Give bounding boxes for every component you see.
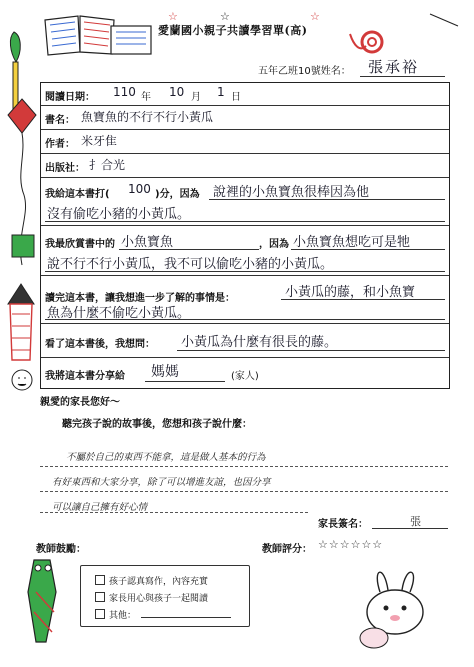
date-year: 110 [113,85,136,99]
parent-sign-underline [372,528,448,529]
score-reason-line1: 說裡的小魚寶魚很棒因為他 [213,185,370,200]
character-row [41,225,449,276]
rabbit-icon [350,562,440,654]
teacher-encourage-label: 教師鼓勵： [36,544,86,555]
character-mid: ，因為 [259,239,289,250]
learn-row [41,275,449,324]
book-value: 魚寶魚的不行不行小黃瓜 [81,110,214,124]
feedback-checkbox-effort[interactable] [95,575,105,585]
date-month: 10 [169,85,185,99]
character-reason-underline2 [45,271,445,272]
character-reason-line2: 說不行不行小黃瓜，我不可以偷吃小豬的小黃瓜。 [47,257,334,272]
book-row [41,105,449,130]
question-label: 看了這本書後，我想問： [45,339,155,350]
feedback-checkbox-other[interactable] [95,609,105,619]
kite-icon [6,95,40,275]
character-value: 小魚寶魚 [121,235,174,250]
name-underline [360,76,445,77]
share-row [41,357,449,387]
feedback-item-other [95,608,136,621]
feedback-item-parent [95,591,208,604]
score-reason-line2: 沒有偷吃小豬的小黃瓜。 [47,207,191,222]
student-name: 張承裕 [368,58,420,76]
teacher-feedback-box [80,565,250,627]
parent-comment-line2: 有好東西和大家分享，除了可以增進友誼，也因分享 [52,477,271,488]
score-reason-underline1 [209,199,445,200]
learn-underline2 [45,319,445,320]
author-row [41,129,449,154]
character-underline [119,249,259,250]
feedback-item-effort-label: 孩子認真寫作，內容充實 [109,577,209,587]
date-label: 閱讀日期： [45,92,95,103]
share-value: 媽媽 [151,364,179,380]
date-year-unit: 年 [141,92,151,103]
book-doodle-icon-right [108,22,156,60]
feedback-other-underline [141,617,231,618]
score-prefix: 我給這本書打( [45,189,110,200]
learn-value-line1: 小黃瓜的藤，和小魚寶 [285,285,416,300]
feedback-item-effort [95,574,208,587]
reading-form-box [40,82,450,389]
parent-sign-label: 家長簽名： [318,519,368,530]
parent-line2 [40,491,448,492]
parent-line1 [40,466,448,467]
feedback-checkbox-parent[interactable] [95,592,105,602]
ribbon-doodle-icon [330,4,470,64]
svg-text:☆: ☆ [310,10,320,23]
parent-line3 [40,512,308,513]
feedback-item-other-label: 其他： [109,611,137,621]
character-reason-line1: 小魚寶魚想吃可是牠 [293,235,411,250]
author-label: 作者： [45,139,75,150]
feedback-item-parent-label: 家長用心與孩子一起閱讀 [109,594,209,604]
teacher-score-label: 教師評分： [262,544,312,555]
publisher-value: 扌合光 [89,158,126,172]
parent-question: 聽完孩子說的故事後，您想和孩子說什麼： [62,419,252,430]
date-month-unit: 月 [191,92,201,103]
svg-text:☆: ☆ [220,10,230,23]
parent-comment-line1: 不屬於自己的東西不能拿，這是做人基本的行為 [66,452,266,463]
publisher-label: 出版社： [45,163,85,174]
learn-underline1 [281,299,445,300]
question-value: 小黃瓜為什麼有很長的藤。 [181,335,338,350]
svg-text:☆: ☆ [168,10,178,23]
learn-value-line2: 魚為什麼不偷吃小黃瓜。 [47,306,191,321]
share-label: 我將這本書分享給 [45,371,125,382]
parent-comment-line3: 可以讓自己擁有好心情 [52,502,148,513]
score-value: 100 [128,182,151,196]
score-reason-underline2 [45,221,445,222]
creature-doodle-icon [16,552,76,652]
class-number-label: 五年乙班10號姓名： [258,66,351,77]
parent-greeting: 親愛的家長您好～ [40,397,120,408]
date-row [41,83,449,106]
date-day: 1 [217,85,225,99]
character-reason-underline1 [291,249,445,250]
publisher-row [41,153,449,178]
share-suffix: (家人) [231,371,259,382]
share-underline [145,381,225,382]
learn-label: 讀完這本書，讓我想進一步了解的事情是： [45,293,235,304]
parent-sign-value: 張 [410,515,421,528]
question-row [41,323,449,358]
author-value: 米牙隹 [81,134,118,148]
date-day-unit: 日 [231,92,241,103]
question-underline [177,350,445,351]
score-suffix: )分，因為 [155,189,200,200]
teacher-score-stars: ☆☆☆☆☆☆ [318,538,384,551]
score-row [41,177,449,226]
worksheet-title: 愛蘭國小親子共讀學習單(高) [158,24,308,37]
rocket-icon [4,280,38,410]
book-label: 書名： [45,115,75,126]
character-prefix: 我最欣賞書中的 [45,239,115,250]
